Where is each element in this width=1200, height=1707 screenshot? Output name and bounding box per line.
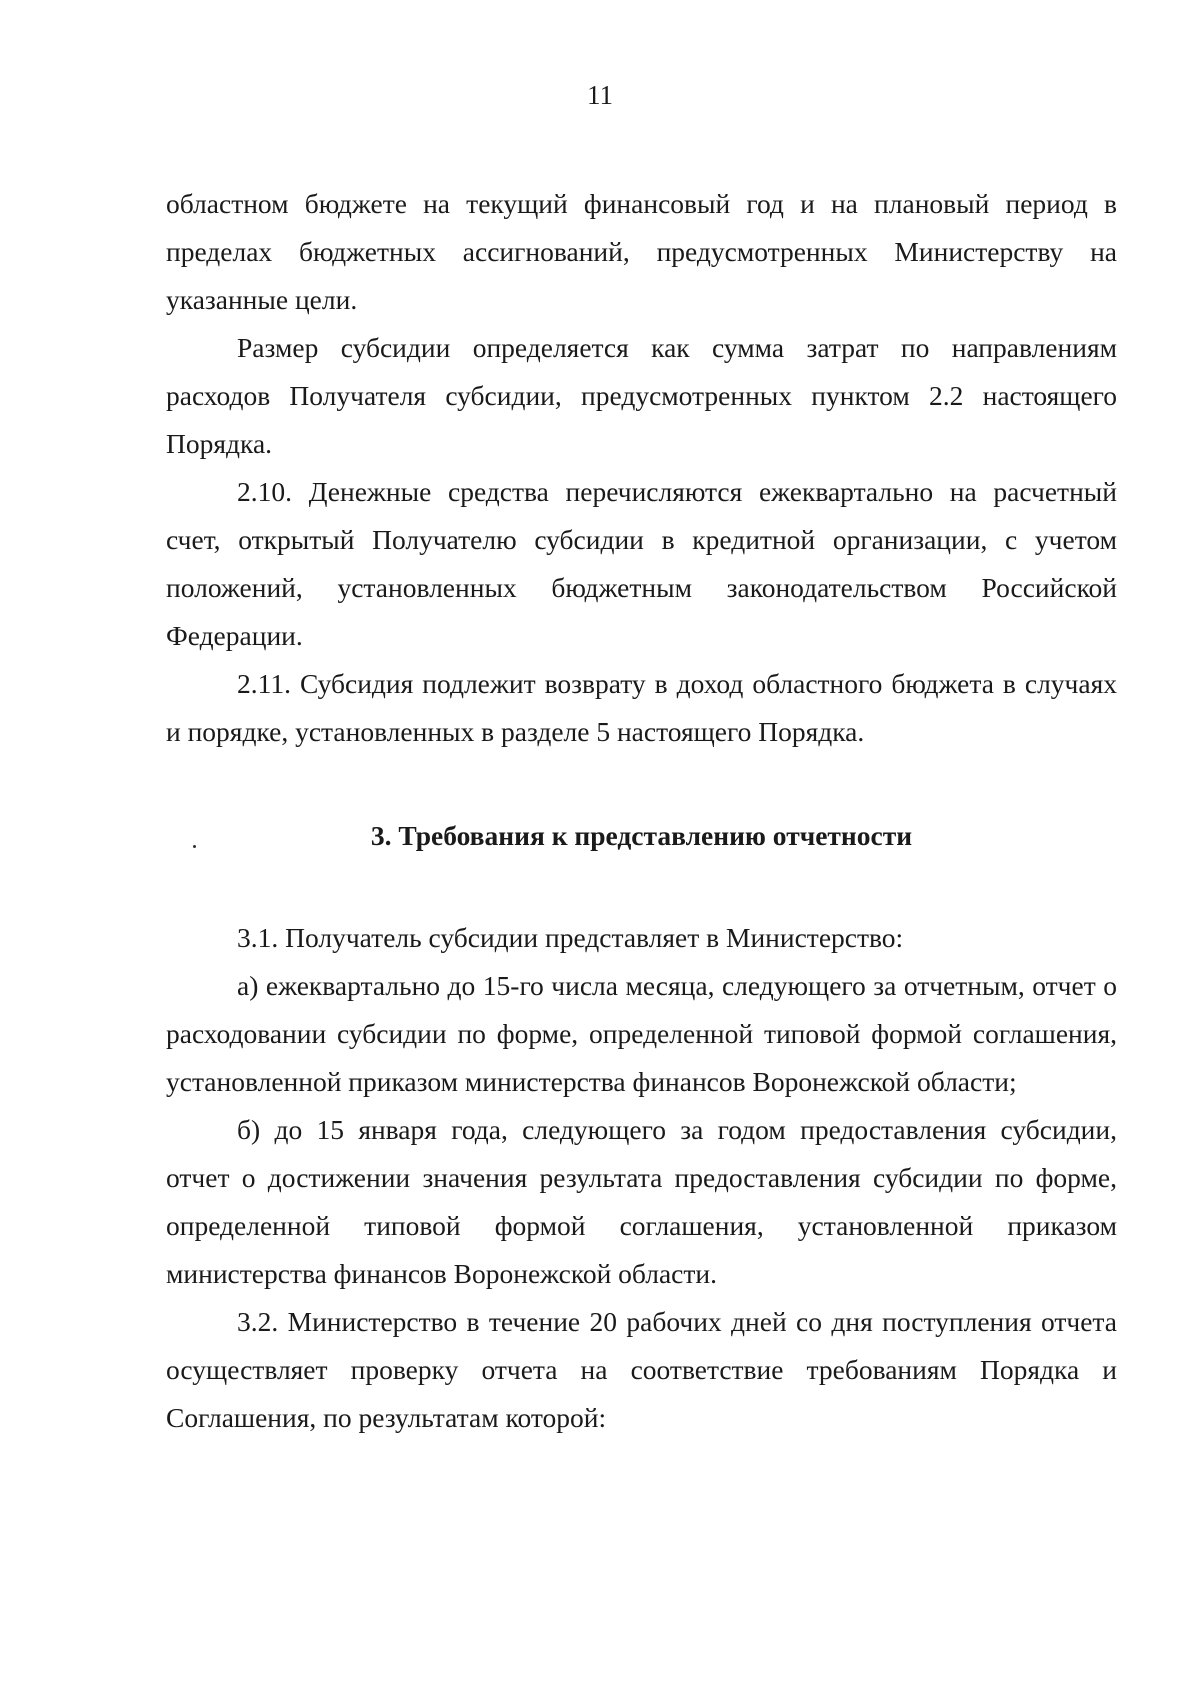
- paragraph-2-11: 2.11. Субсидия подлежит возврату в доход областного бюджета в случаях и порядке, установленных в разделе 5 настоящего Порядка.: [166, 668, 1117, 747]
- section-heading: 3. Требования к представлению отчетности: [370, 820, 913, 851]
- paragraph-subsidy-size: Размер субсидии определяется как сумма затрат по направлениям расходов Получателя субсидии, предусмотренных пунктом 2.2 настоящего Порядка.: [166, 332, 1117, 459]
- paragraph-item-a: а) ежеквартально до 15-го числа месяца, следующего за отчетным, отчет о расходовании субсидии по форме, определенной типовой формой соглашения, установленной приказом министерства финансов Воронежской области;: [166, 970, 1117, 1097]
- paragraph-3-1: 3.1. Получатель субсидии представляет в Министерство:: [237, 922, 904, 953]
- page-number: 11: [587, 80, 613, 110]
- paragraph-2-10: 2.10. Денежные средства перечисляются ежеквартально на расчетный счет, открытый Получателю субсидии в кредитной организации, с учетом положений, установленных бюджетным законодательством Российской Федерации.: [166, 476, 1117, 651]
- paragraph-3-2: 3.2. Министерство в течение 20 рабочих дней со дня поступления отчета осуществляет проверку отчета на соответствие требованиям Порядка и Соглашения, по результатам которой:: [166, 1306, 1117, 1433]
- document-body: [166, 180, 1117, 1442]
- paragraph-continuation: областном бюджете на текущий финансовый год и на плановый период в пределах бюджетных ассигнований, предусмотренных Министерству на указанные цели.: [166, 188, 1117, 315]
- paragraph-item-b: б) до 15 января года, следующего за годом предоставления субсидии, отчет о достижении значения результата предоставления субсидии по форме, определенной типовой формой соглашения, установленной приказом министерства финансов Воронежской области.: [166, 1114, 1117, 1289]
